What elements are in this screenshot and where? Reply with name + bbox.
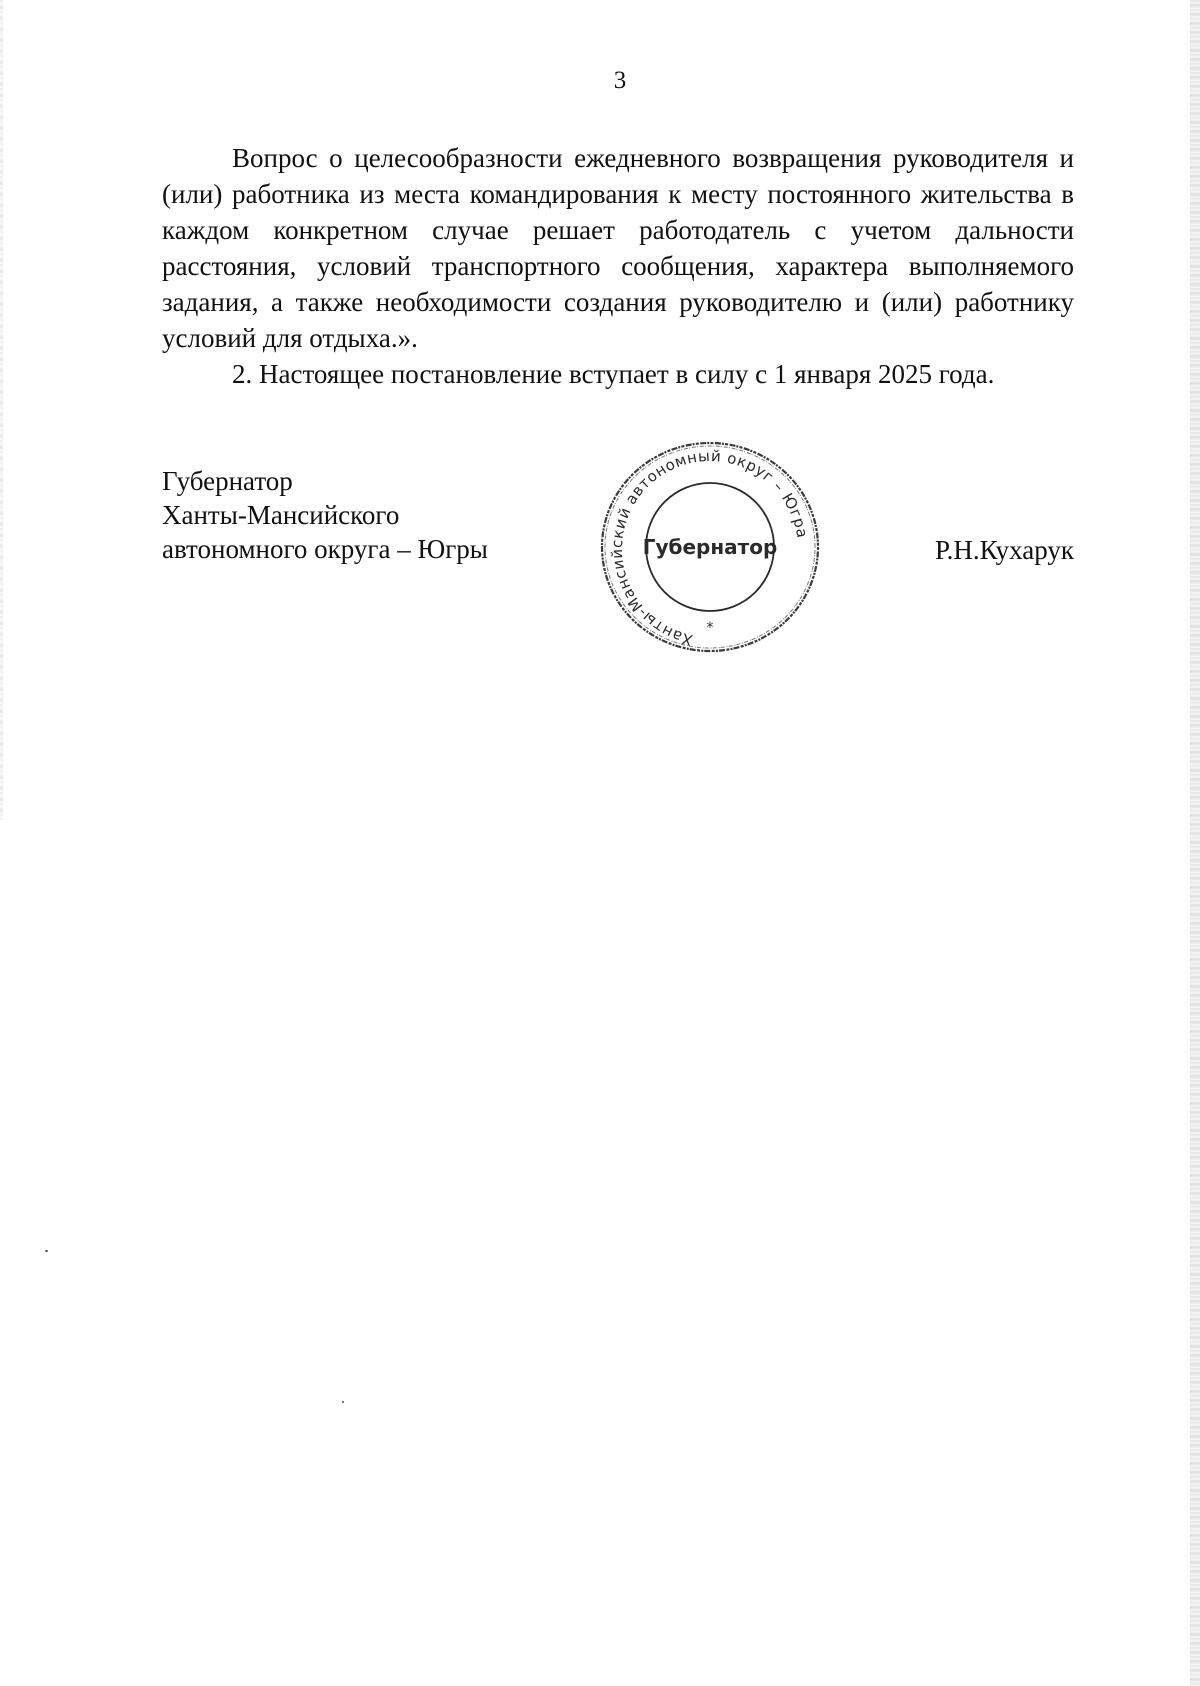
scan-edge-left: [0, 0, 3, 820]
scan-edge-right: [1190, 0, 1200, 1686]
scan-speck: [45, 1250, 48, 1252]
signatory-title: [162, 464, 542, 566]
signatory-title-line: Губернатор: [162, 466, 293, 496]
signatory-title-line: Ханты-Мансийского: [162, 500, 400, 530]
official-seal: [590, 432, 830, 662]
signatory-name: Р.Н.Кухарук: [934, 535, 1074, 565]
seal-star-icon: *: [706, 620, 714, 636]
page-number: 3: [613, 67, 627, 94]
document-body: [162, 140, 1074, 392]
seal-center-text: Губернатор: [642, 535, 778, 559]
scan-speck: [342, 1401, 344, 1403]
paragraph-effective-date: 2. Настоящее постановление вступает в силу с 1 января 2025 года.: [232, 359, 995, 389]
paragraph-business-trip-return: Вопрос о целесообразности ежедневного возвращения руководителя и (или) работника из места командирования к месту постоянного жительства в каждом конкретном случае решает работодатель с учетом дальности расстояния, условий транспортного сообщения, характера выполняемого задания, а также необходимости создания руководителю и (или) работнику условий для отдыха.».: [162, 143, 1074, 353]
seal-ring-text: Ханты-Мансийский автономный округ – Югра: [607, 446, 812, 650]
seal-graphic: [590, 432, 830, 662]
signatory-title-line: автономного округа – Югры: [162, 534, 488, 564]
